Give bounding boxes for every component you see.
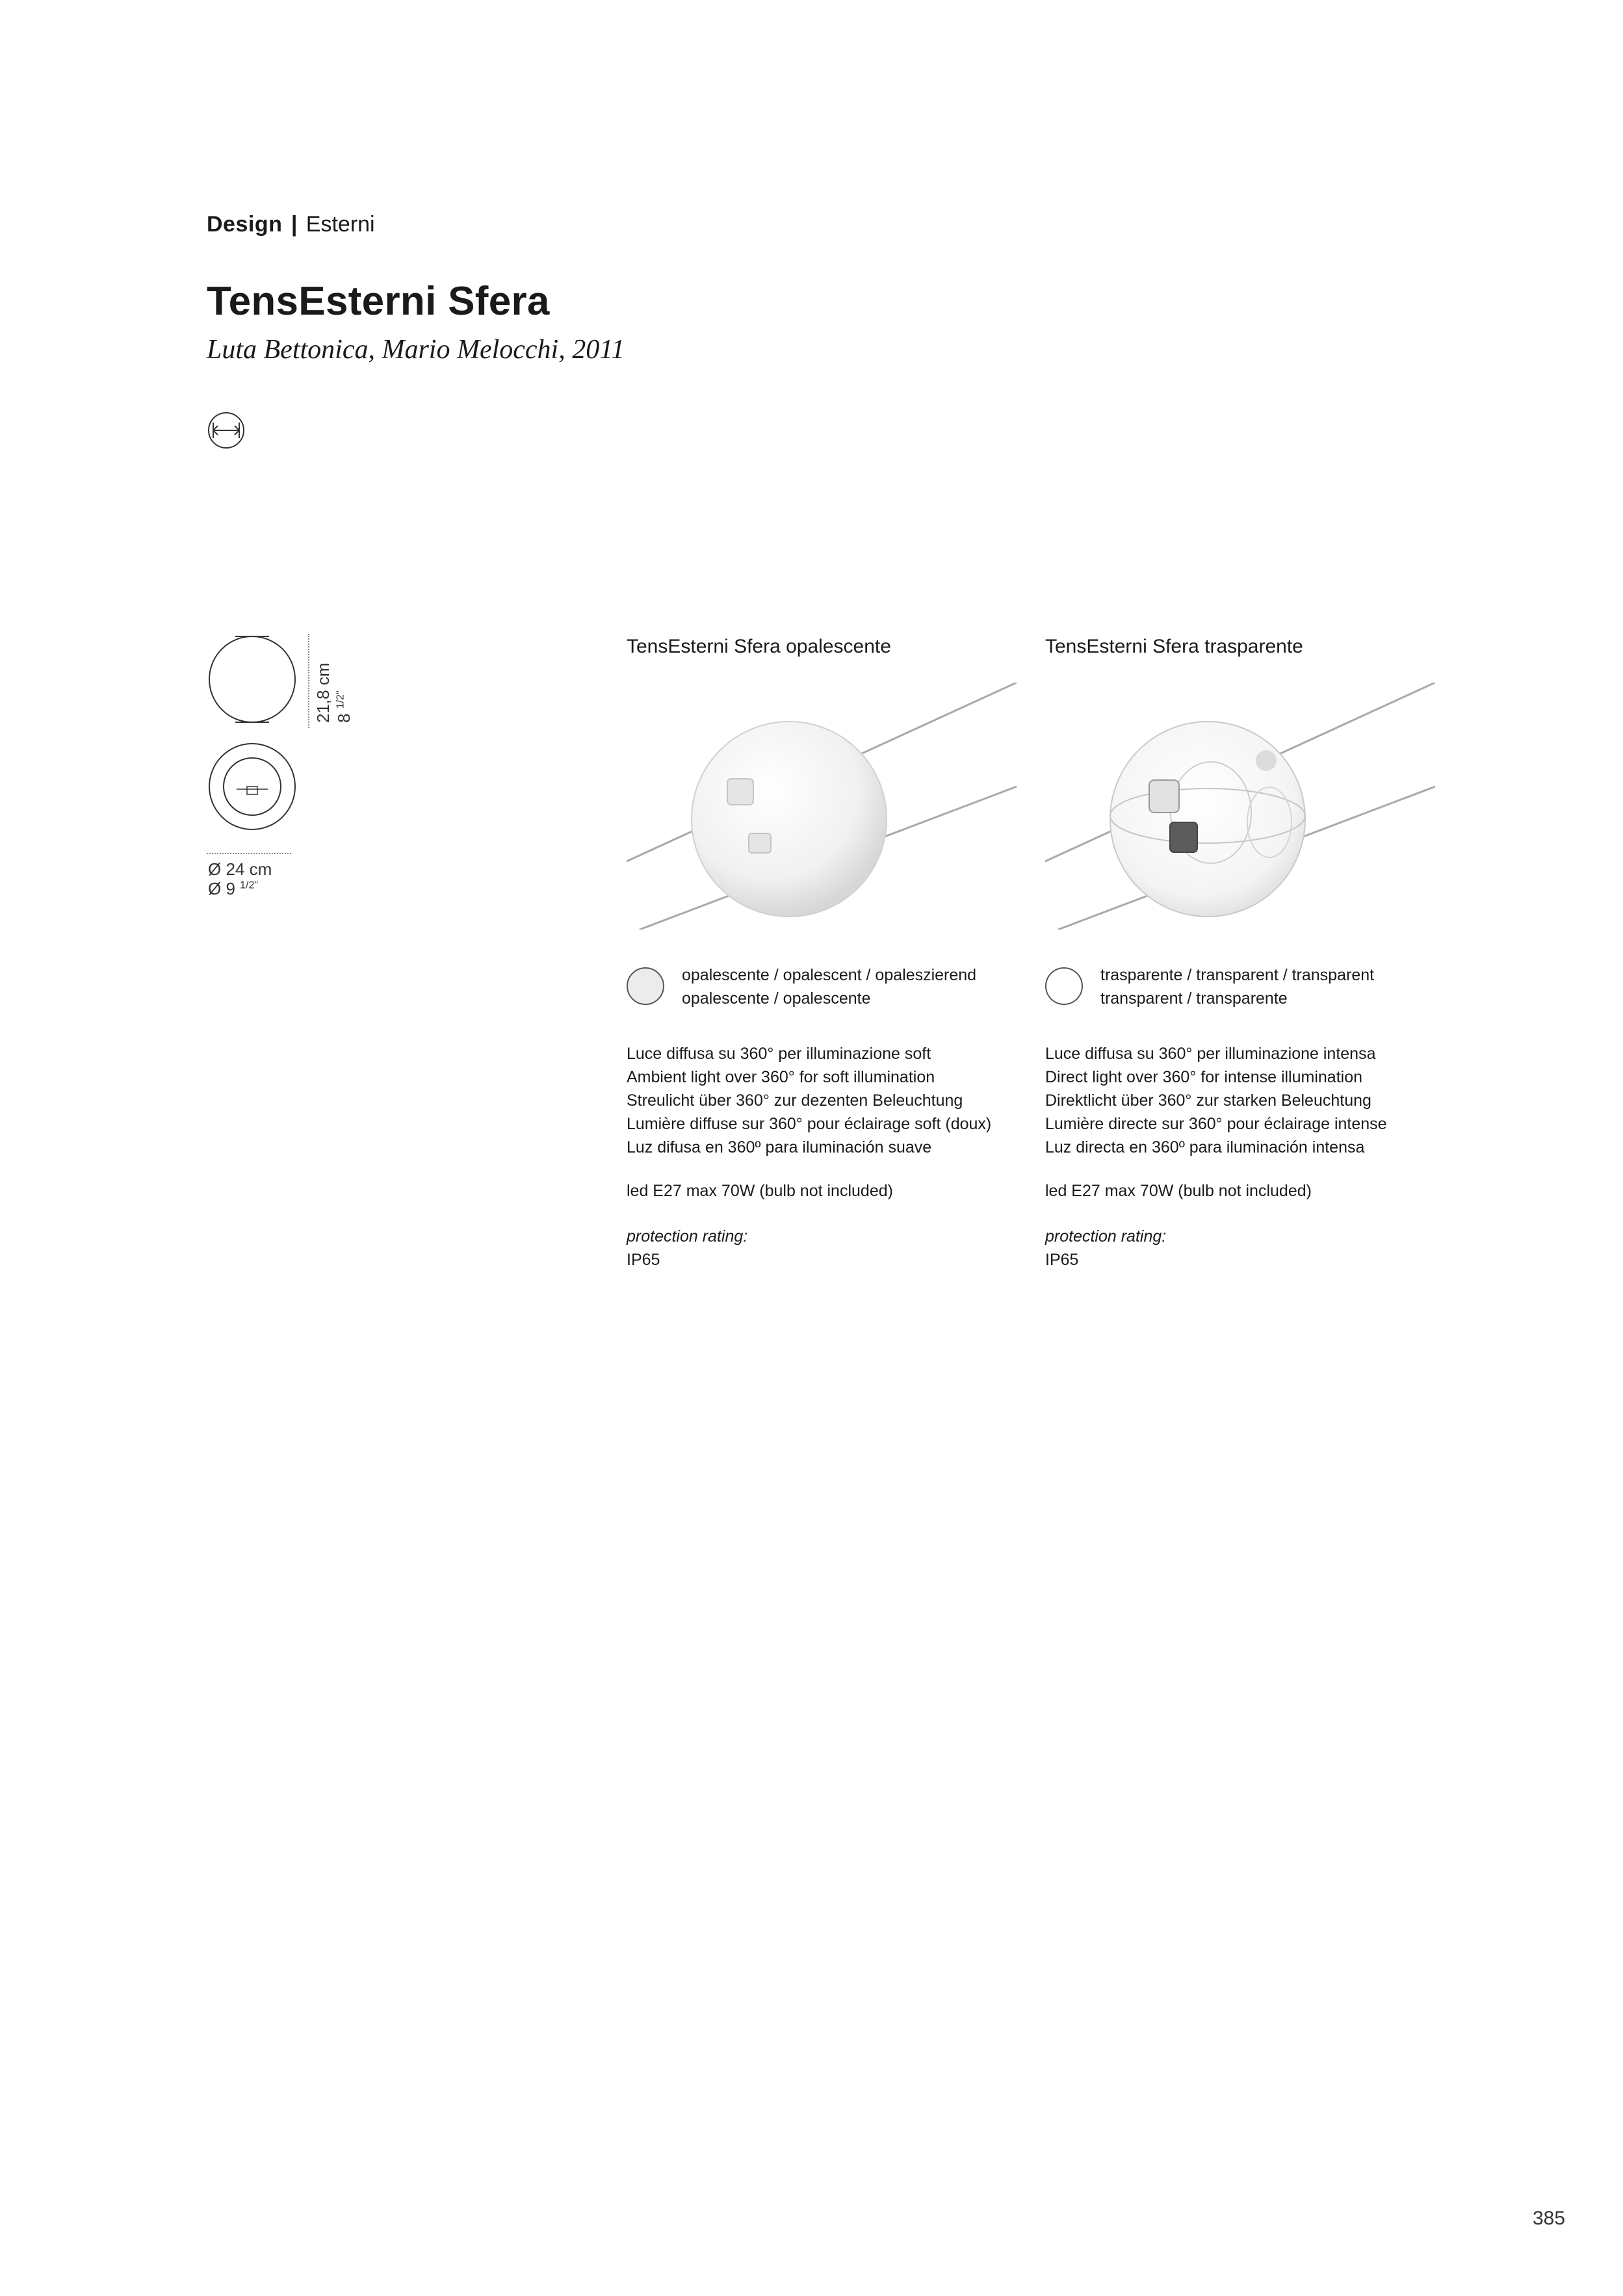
breadcrumb xyxy=(207,212,375,237)
height-cm-value: 21,8 cm xyxy=(313,662,333,723)
finish-label: trasparente / transparent / transparent transparent / transparente xyxy=(1100,966,1375,1008)
product-photo-opalescente xyxy=(627,683,1017,930)
rating-label: protection rating: xyxy=(1045,1227,1167,1246)
bulb-spec: led E27 max 70W (bulb not included) xyxy=(627,1182,893,1200)
swatch-trasparente xyxy=(1045,967,1083,1005)
top-view-drawing xyxy=(207,741,298,832)
height-dimension-line xyxy=(308,634,309,728)
swatch-opalescente xyxy=(627,967,664,1005)
rating-value: IP65 xyxy=(627,1251,660,1269)
light-description: Luce diffusa su 360° per illuminazione soft Ambient light over 360° for soft illumination Streulicht über 360° zur dezenten Beleuchtung Lumière diffuse sur 360° pour éclairage soft (doux) Luz difusa en 360º para iluminación suave xyxy=(627,1045,992,1156)
product-photo-trasparente xyxy=(1045,683,1435,930)
diameter-cm-value: Ø 24 cm xyxy=(208,859,272,879)
bulb-spec: led E27 max 70W (bulb not included) xyxy=(1045,1182,1312,1200)
designers-credit: Luta Bettonica, Mario Melocchi, 2011 xyxy=(207,335,625,365)
page-number: 385 xyxy=(1533,2208,1566,2229)
variant-trasparente xyxy=(1045,636,1448,1269)
height-in-value: 8 $^{1/2"}$ xyxy=(334,690,354,723)
page-title: TensEsterni Sfera xyxy=(207,279,550,324)
side-view-drawing xyxy=(207,634,298,725)
variant-title: TensEsterni Sfera trasparente xyxy=(1045,636,1303,657)
finish-label: opalescente / opalescent / opaleszierend opalescente / opalescente xyxy=(682,966,977,1008)
horizontal-arrows-icon xyxy=(207,411,246,450)
breadcrumb-separator: | xyxy=(291,212,298,237)
variant-title: TensEsterni Sfera opalescente xyxy=(627,636,891,657)
rating-value: IP65 xyxy=(1045,1251,1079,1269)
variant-opalescente xyxy=(627,636,1030,1269)
rating-label: protection rating: xyxy=(627,1227,748,1246)
diameter-dimension-line xyxy=(207,853,291,854)
breadcrumb-category: Esterni xyxy=(305,212,375,237)
light-description: Luce diffusa su 360° per illuminazione intensa Direct light over 360° for intense illumination Direktlicht über 360° zur starken Beleuchtung Lumière directe sur 360° pour éclairage intense Luz directa en 360º para iluminación intensa xyxy=(1045,1045,1387,1156)
diameter-in-value: Ø 9 $^{1/2"}$ xyxy=(208,879,259,898)
breadcrumb-section: Design xyxy=(207,212,283,237)
